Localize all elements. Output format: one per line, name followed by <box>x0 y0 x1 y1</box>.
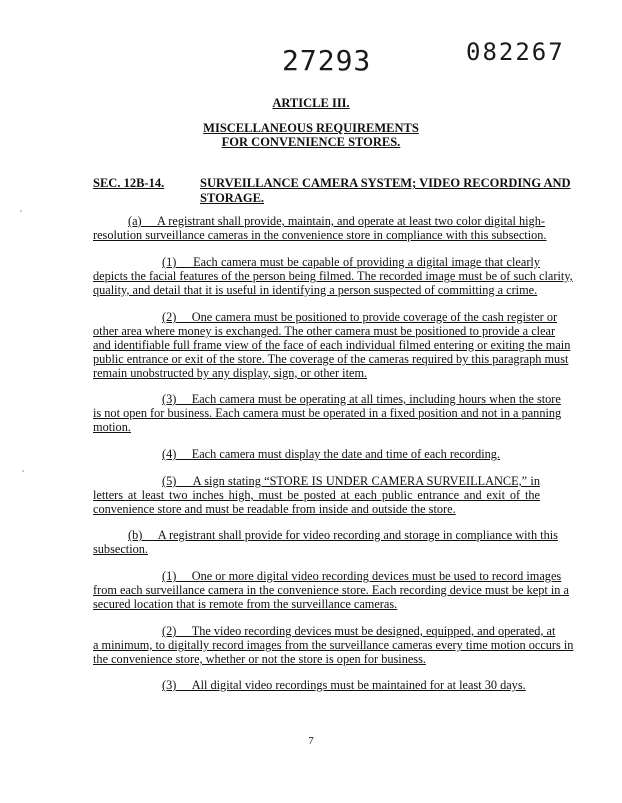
paragraph-a2-line-1: (2) One camera must be positioned to provide coverage of the cash register or <box>162 310 558 324</box>
article-subtitle-line-1: MISCELLANEOUS REQUIREMENTS <box>203 121 419 135</box>
paragraph-a-line-1: (a) A registrant shall provide, maintain, and operate at least two color digital high- <box>128 214 545 228</box>
paragraph-b3-line-1: (3) All digital video recordings must be maintained for at least 30 days. <box>162 678 526 692</box>
paragraph-a2-line-4: public entrance or exit of the store. The coverage of the cameras required by this paragraph must <box>93 352 569 366</box>
paragraph-a-line-2: resolution surveillance cameras in the convenience store in compliance with this subsection. <box>93 228 547 242</box>
paragraph-a3-line-1: (3) Each camera must be operating at all times, including hours when the store <box>162 392 561 406</box>
paragraph-a5-line-1: (5) A sign stating “STORE IS UNDER CAMERA SURVEILLANCE,” in <box>162 474 540 488</box>
paragraph-a3-line-3: motion. <box>93 420 131 434</box>
article-title: ARTICLE III. <box>272 96 350 110</box>
ordinance-number-stamp: 082267 <box>466 38 565 66</box>
paragraph-a1-line-2: depicts the facial features of the person being filmed. The recorded image must be of such clarity, <box>93 269 573 283</box>
paragraph-a4-line-1: (4) Each camera must display the date and time of each recording. <box>162 447 501 461</box>
document-number-handwritten: 27293 <box>282 44 372 77</box>
section-title-line-1: SURVEILLANCE CAMERA SYSTEM; VIDEO RECORDING AND <box>200 176 571 190</box>
paragraph-b2-line-2: a minimum, to digitally record images from the surveillance cameras every time motion occurs in <box>93 638 574 652</box>
scan-speck <box>22 470 24 472</box>
paragraph-a2-line-3: and identifiable full frame view of the face of each individual filmed entering or exiting the main <box>93 338 571 352</box>
paragraph-b2-line-3: the convenience store, whether or not the store is open for business. <box>93 652 426 666</box>
paragraph-b1-line-3: secured location that is remote from the surveillance cameras. <box>93 597 398 611</box>
page-number: 7 <box>308 735 314 747</box>
paragraph-a2-line-5: remain unobstructed by any display, sign, or other item. <box>93 366 368 380</box>
paragraph-b1-line-2: from each surveillance camera in the convenience store. Each recording device must be kept in a <box>93 583 569 597</box>
paragraph-b-line-2: subsection. <box>93 542 148 556</box>
paragraph-b2-line-1: (2) The video recording devices must be designed, equipped, and operated, at <box>162 624 556 638</box>
paragraph-b1-line-1: (1) One or more digital video recording devices must be used to record images <box>162 569 562 583</box>
scan-speck <box>20 210 22 212</box>
section-title-line-2: STORAGE. <box>200 191 265 205</box>
article-subtitle-line-2: FOR CONVENIENCE STORES. <box>221 135 401 149</box>
paragraph-a5-line-3: convenience store and must be readable from inside and outside the store. <box>93 502 456 516</box>
paragraph-b-line-1: (b) A registrant shall provide for video recording and storage in compliance with this <box>128 528 558 542</box>
paragraph-a3-line-2: is not open for business. Each camera must be operated in a fixed position and not in a panning <box>93 406 562 420</box>
section-number: SEC. 12B-14. <box>93 176 165 190</box>
paragraph-a1-line-3: quality, and detail that it is useful in identifying a person suspected of committing a crime. <box>93 283 538 297</box>
paragraph-a5-line-2: letters at least two inches high, must be posted at each public entrance and exit of the <box>93 488 540 502</box>
paragraph-a1-line-1: (1) Each camera must be capable of providing a digital image that clearly <box>162 255 540 269</box>
paragraph-a2-line-2: other area where money is exchanged. The other camera must be positioned to provide a clear <box>93 324 556 338</box>
